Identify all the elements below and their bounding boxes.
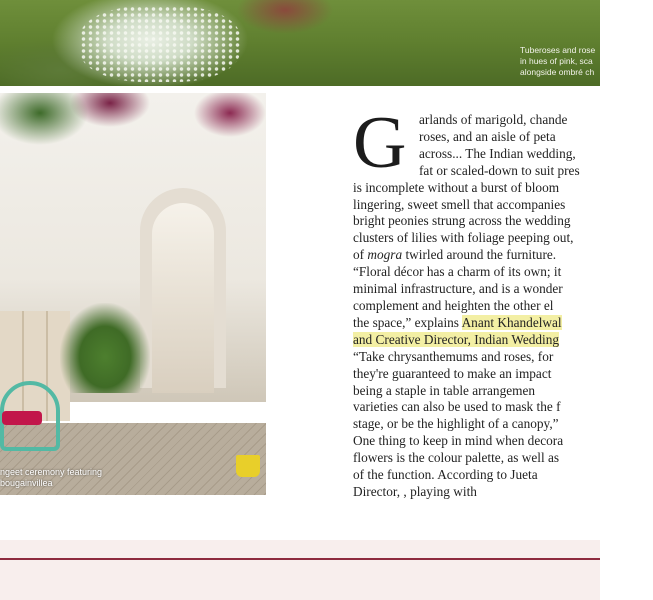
article-body [353,102,653,501]
text-line: Director, , playing with [353,483,477,499]
text-line [353,315,653,332]
caption-line: bougainvillea [0,478,53,488]
highlighted-title: and Creative Director, Indian Wedding [353,331,560,347]
top-garden-photo [0,0,600,86]
text-line: they're guaranteed to make an impact [353,365,552,381]
pink-cushion [2,411,42,425]
text-line: bright peonies strung across the wedding [353,213,571,229]
italic-word: mogra [367,247,403,263]
text-line: arlands of marigold, chande [419,112,568,127]
yellow-pot [236,455,260,477]
top-photo-caption [520,45,610,78]
paragraph-2 [353,264,653,349]
dropcap-container [353,102,413,184]
text-line: roses, and an aisle of peta [419,128,556,144]
highlighted-name: Anant Khandelwal [461,314,562,330]
caption-line: ngeet ceremony featuring [0,467,103,477]
text-line: flowers is the colour palette, as well as [353,450,560,466]
text-line: stage, or be the highlight of a canopy,” [353,416,559,432]
paragraph-3 [353,349,653,501]
text-line: “Take chrysanthemums and roses, for [353,348,554,364]
text-line: complement and heighten the other el [353,297,554,313]
text-line: being a staple in table arrangemen [353,382,536,398]
white-flower-arrangement [80,6,240,82]
caption-line: alongside ombré ch [520,67,595,77]
text-line: fat or scaled-down to suit pres [419,162,580,178]
caption-line: in hues of pink, sca [520,56,593,66]
palm-plant [60,303,150,393]
ceremony-photo [0,93,266,488]
text-line: minimal infrastructure, and is a wonder [353,281,563,297]
text-line: is incomplete without a burst of bloom [353,179,560,195]
arch-doorway [152,203,214,393]
text-line: of the function. According to Jueta [353,467,538,483]
ceremony-photo-caption [0,467,140,489]
text-line [353,332,653,349]
text-line: across... The Indian wedding, [419,145,576,161]
drop-cap: G [353,102,407,184]
text-line: One thing to keep in mind when decora [353,433,564,449]
text-line [353,247,653,264]
text-line: “Floral décor has a charm of its own; it [353,264,562,280]
text-fragment: twirled around the furniture. [402,247,557,263]
hanging-flowers [0,93,266,173]
text-line: varieties can also be used to mask the f [353,399,561,415]
text-line: clusters of lilies with foliage peeping out, [353,230,574,246]
text-line: lingering, sweet smell that accompanies [353,196,566,212]
page-footer-band [0,540,600,600]
footer-rule [0,558,600,560]
text-fragment: of [353,247,368,263]
text-fragment: the space,” explains [353,314,462,330]
caption-line: Tuberoses and rose [520,45,596,55]
